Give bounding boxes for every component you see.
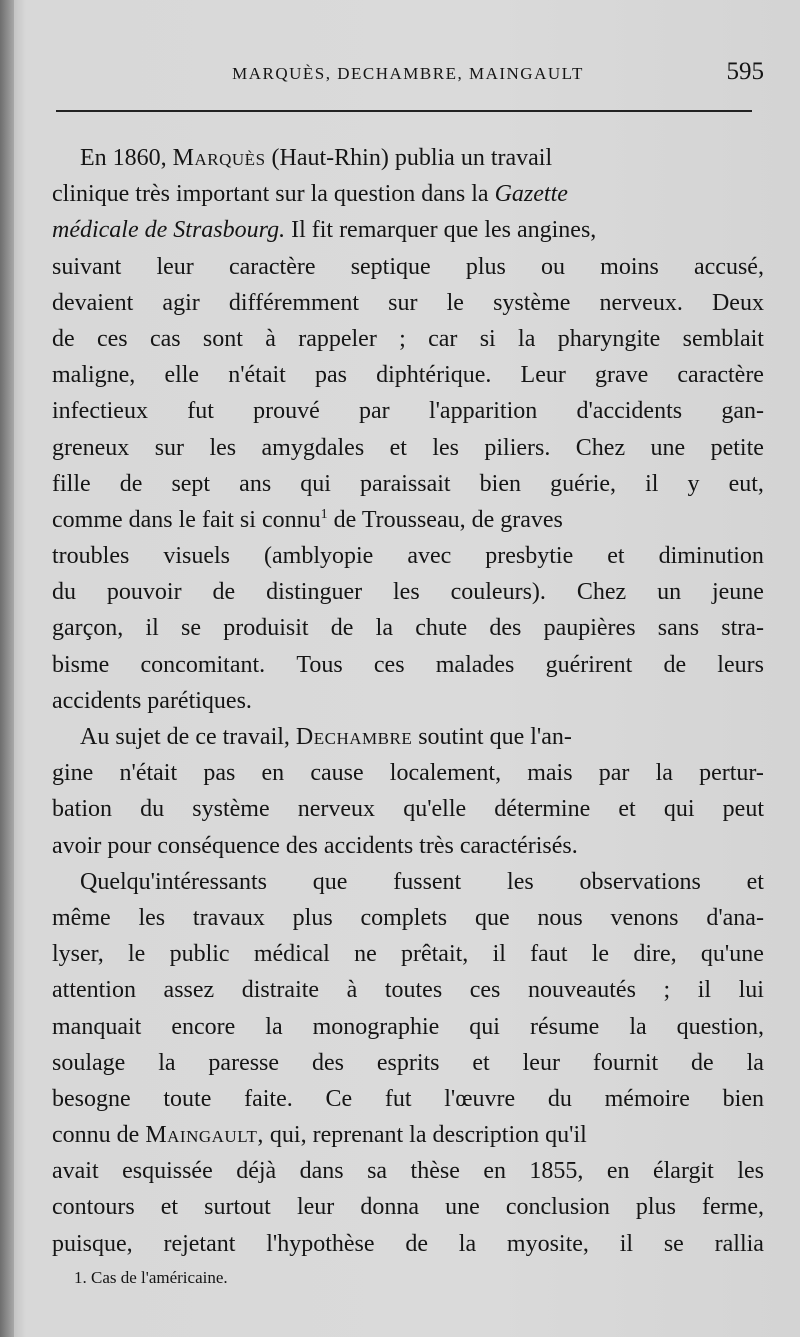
text-line: bisme concomitant. Tous ces malades guérirent de leurs [52,651,764,678]
text-line: maligne, elle n'était pas diphtérique. Leur grave caractère [52,362,764,389]
page-number: 595 [726,58,764,85]
text-line: fille de sept ans qui paraissait bien guérie, il y eut, [52,470,764,497]
text-line: devaient agir différemment sur le système nerveux. Deux [52,289,764,316]
text-line: avait esquissée déjà dans sa thèse en 1855, en élargit les [52,1158,764,1185]
text-line: besogne toute faite. Ce fut l'œuvre du mémoire bien [52,1085,764,1112]
text-line: garçon, il se produisit de la chute des paupières sans stra- [52,615,764,642]
text-line: suivant leur caractère septique plus ou moins accusé, [52,253,764,280]
footnote-marker: 1 [320,506,328,522]
text-line: Quelqu'intéressants que fussent les observations et [80,868,764,895]
text-line: connu de Maingault, qui, reprenant la description qu'il [52,1122,587,1149]
text-line: gine n'était pas en cause localement, mais par la pertur- [52,760,764,787]
text-line: manquait encore la monographie qui résume la question, [52,1013,764,1040]
text-line: accidents parétiques. [52,687,252,714]
text-line: En 1860, Marquès (Haut-Rhin) publia un travail [80,145,553,171]
text-line: de ces cas sont à rappeler ; car si la pharyngite semblait [52,325,764,352]
book-spine-shadow [0,0,14,1337]
text-line: soulage la paresse des esprits et leur fournit de la [52,1049,764,1076]
text-line: comme dans le fait si connu$^1$ de Trousseau, de graves [52,506,563,533]
body-text [52,140,764,1262]
text-line: médicale de Strasbourg. Il fit remarquer que les angines, [52,217,597,244]
running-head [52,60,764,90]
text-line: attention assez distraite à toutes ces nouveautés ; il lui [52,977,764,1004]
text-line: Au sujet de ce travail, Dechambre soutint que l'an- [80,724,572,750]
text-line: contours et surtout leur donna une conclusion plus ferme, [52,1194,764,1221]
text-line: greneux sur les amygdales et les piliers. Chez une petite [52,434,764,461]
running-title: MARQUÈS, DECHAMBRE, MAINGAULT [232,64,584,83]
text-line: puisque, rejetant l'hypothèse de la myosite, il se rallia [52,1230,764,1257]
footnote: 1. Cas de l'américaine. [74,1268,228,1287]
text-line: même les travaux plus complets que nous venons d'ana- [52,904,764,931]
text-line: lyser, le public médical ne prêtait, il faut le dire, qu'une [52,941,764,968]
text-line: infectieux fut prouvé par l'apparition d'accidents gan- [52,398,764,425]
header-rule [56,110,752,112]
text-line: avoir pour conséquence des accidents très caractérisés. [52,832,578,859]
text-line: bation du système nerveux qu'elle détermine et qui peut [52,796,764,823]
text-line: clinique très important sur la question dans la Gazette [52,181,568,208]
text-line: troubles visuels (amblyopie avec presbytie et diminution [52,543,764,570]
text-line: du pouvoir de distinguer les couleurs). Chez un jeune [52,579,764,606]
